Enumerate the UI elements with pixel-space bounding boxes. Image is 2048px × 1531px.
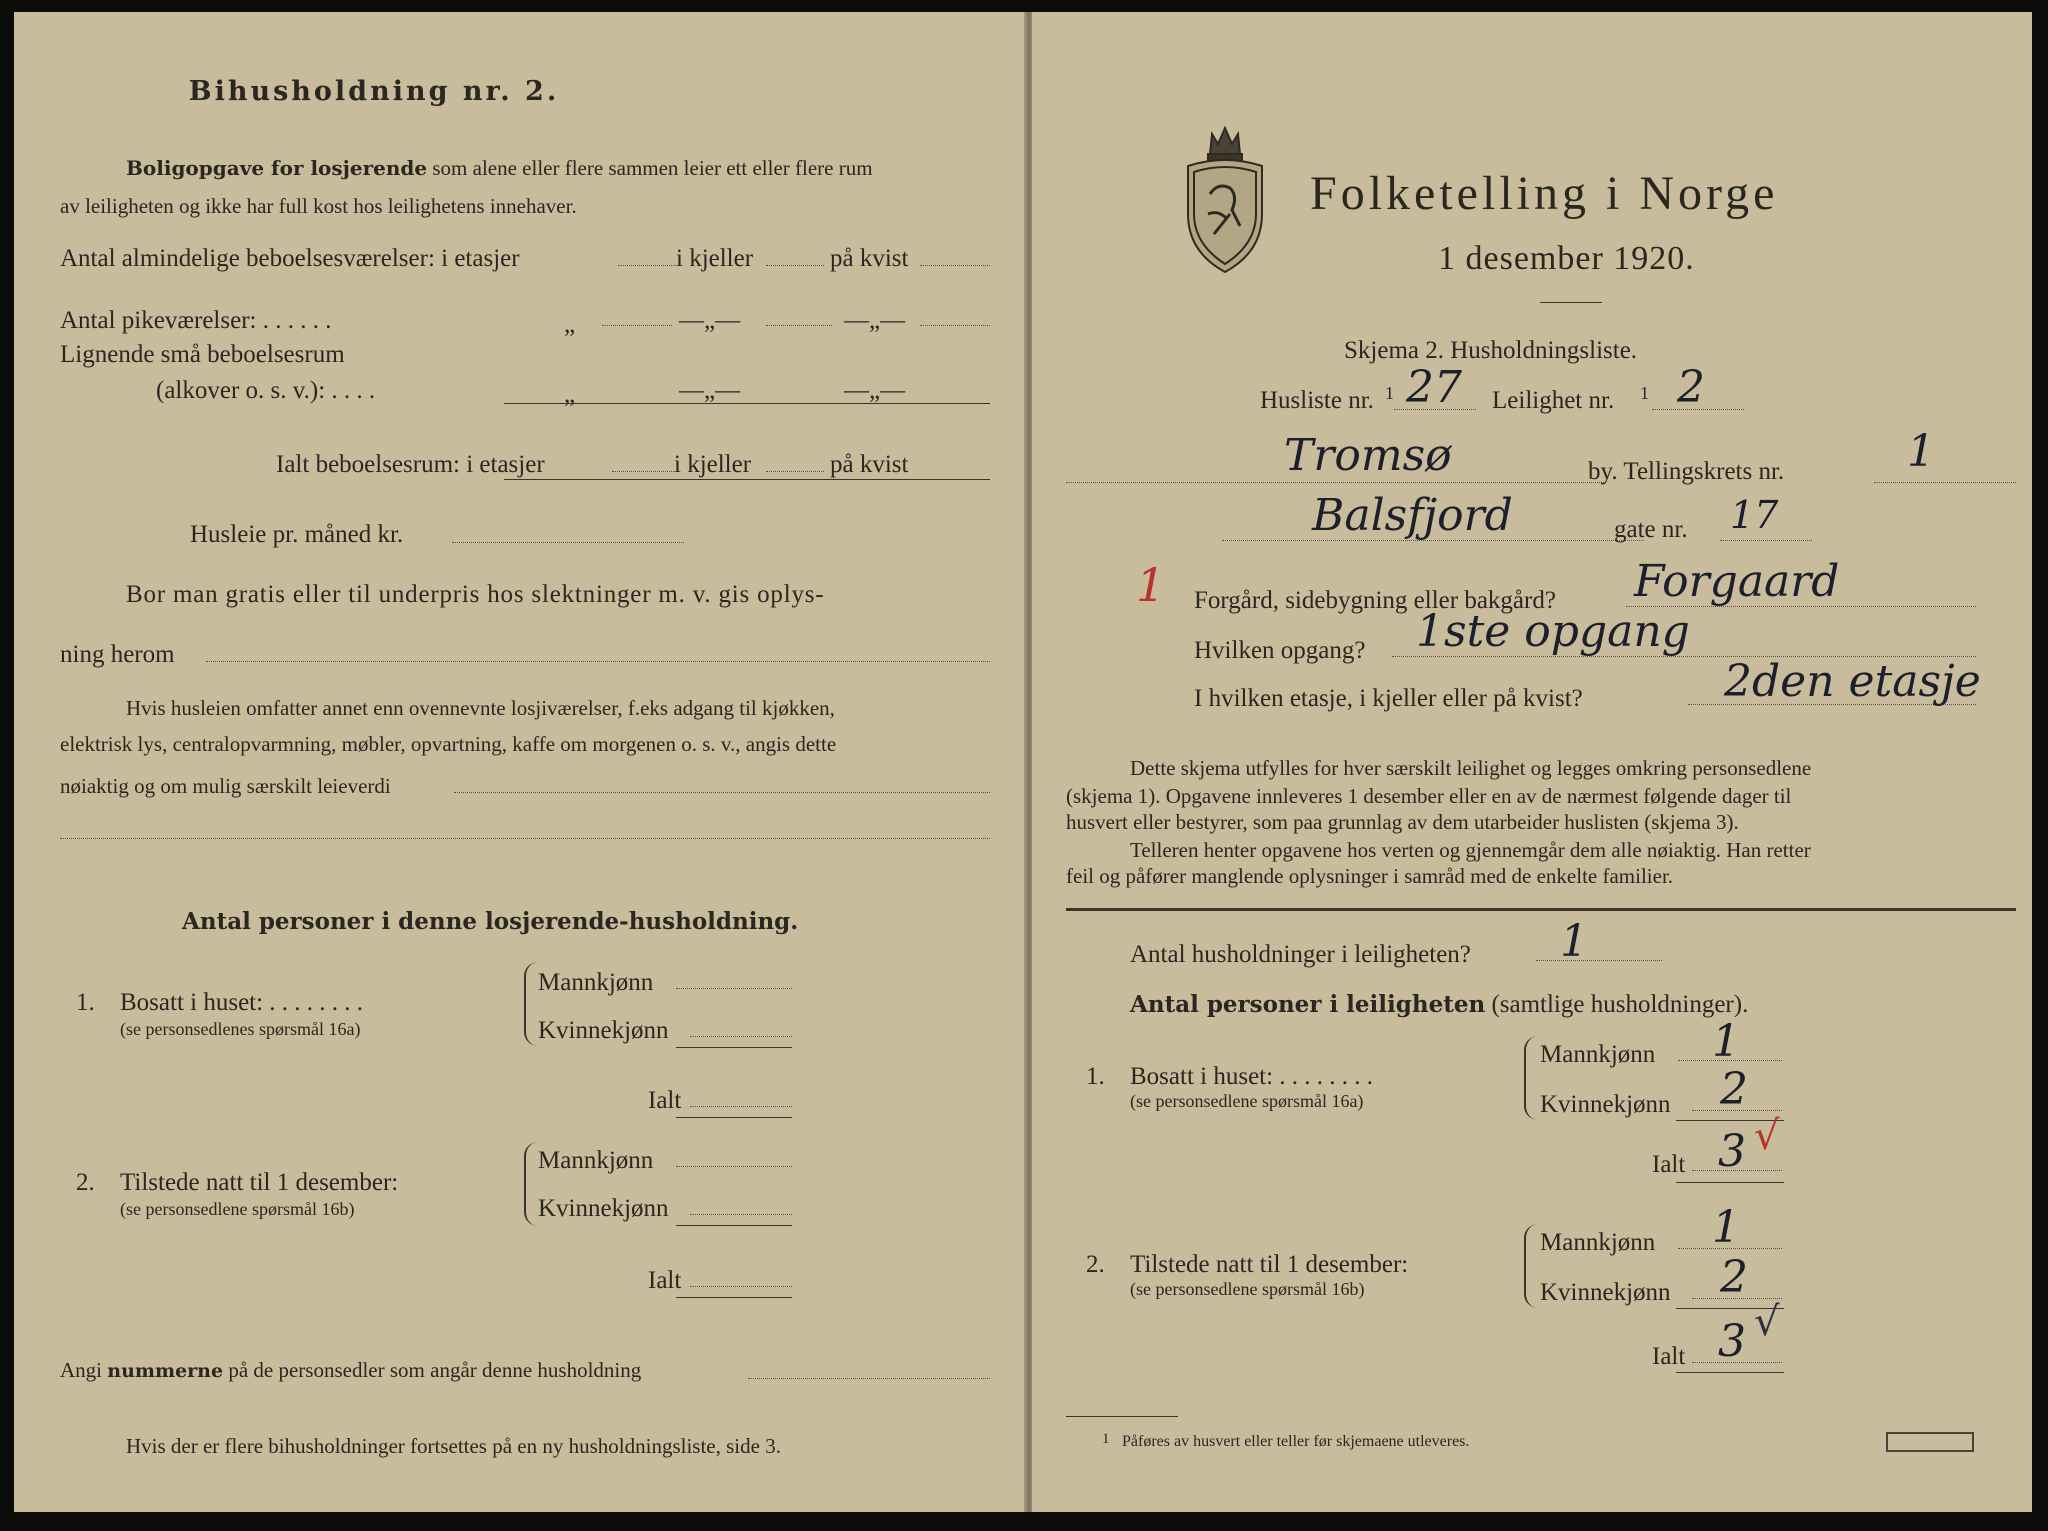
- gate-value: 17: [1730, 493, 1779, 537]
- gratis-line-1: Bor man gratis eller til underpris hos slektninger m. v. gis oplys-: [126, 581, 825, 608]
- right-q2-kvinne-label: Kvinnekjønn: [1540, 1279, 1671, 1306]
- right-persons-header: [1130, 992, 1748, 1017]
- left-q1-ialt-label: Ialt: [648, 1087, 682, 1114]
- ditto-dash-1: —„—: [679, 307, 741, 334]
- right-q1-check-red: √: [1754, 1113, 1780, 1159]
- left-q2-sum-rule: [676, 1225, 792, 1226]
- krets-value: 1: [1907, 426, 1935, 477]
- right-title: Folketelling i Norge: [1310, 167, 1779, 220]
- left-q2-ialt-rule: [676, 1297, 792, 1298]
- rooms-kjeller-line[interactable]: [766, 265, 824, 266]
- right-persons-bold: Antal personer i leiligheten: [1130, 991, 1486, 1018]
- ditto-dash-4: —„—: [844, 377, 906, 404]
- left-q2-ialt-line[interactable]: [690, 1286, 792, 1287]
- left-q1-kvinne-line[interactable]: [690, 1036, 792, 1037]
- left-q1-number: 1.: [76, 989, 95, 1016]
- small-rooms-label-1: Lignende små beboelsesrum: [60, 341, 345, 368]
- angi-line: [60, 1360, 641, 1381]
- ialt-kjeller-line[interactable]: [766, 471, 824, 472]
- hushold-value: 1: [1560, 916, 1588, 967]
- instruction-4: Telleren henter opgavene hos verten og gjennemgår dem alle nøiaktig. Han retter: [1130, 838, 1811, 862]
- right-q1-sub: (se personsedlene spørsmål 16a): [1130, 1091, 1364, 1111]
- margin-red-mark: 1: [1136, 558, 1166, 612]
- hushold-label: Antal husholdninger i leiligheten?: [1130, 941, 1471, 968]
- right-q2-sub: (se personsedlene spørsmål 16b): [1130, 1279, 1365, 1299]
- printer-stamp-icon: [1886, 1432, 1974, 1452]
- husliste-value: 27: [1406, 362, 1462, 413]
- left-q2-mann-label: Mannkjønn: [538, 1147, 654, 1174]
- footnote-text: Påføres av husvert eller teller før skjemaene utleveres.: [1122, 1433, 1470, 1450]
- etasje-label: I hvilken etasje, i kjeller eller på kvist?: [1194, 685, 1583, 712]
- right-q1-mann-label: Mannkjønn: [1540, 1041, 1656, 1068]
- right-q1-mann-value: 1: [1712, 1016, 1740, 1067]
- left-q1-ialt-rule: [676, 1117, 792, 1118]
- date-divider: [1540, 302, 1602, 303]
- left-q1-sum-rule: [676, 1047, 792, 1048]
- right-q1-ialt-label: Ialt: [1652, 1151, 1686, 1178]
- left-q1-kvinne-label: Kvinnekjønn: [538, 1017, 669, 1044]
- left-q2-kvinne-label: Kvinnekjønn: [538, 1195, 669, 1222]
- right-q2-mann-label: Mannkjønn: [1540, 1229, 1656, 1256]
- left-footer: Hvis der er flere bihusholdninger fortsettes på en ny husholdningsliste, side 3.: [126, 1434, 781, 1458]
- gate-label: gate nr.: [1614, 516, 1688, 543]
- right-q2-brace: [1524, 1224, 1540, 1308]
- angi-text-2: på de personsedler som angår denne husholdning: [228, 1358, 642, 1382]
- leilighet-value: 2: [1677, 362, 1705, 413]
- right-q1-kvinne-value: 2: [1720, 1064, 1748, 1115]
- left-q1-mann-label: Mannkjønn: [538, 969, 654, 996]
- left-q2-label: Tilstede natt til 1 desember:: [120, 1169, 399, 1196]
- instruction-5: feil og påfører manglende oplysninger i samråd med de enkelte familier.: [1066, 864, 1674, 888]
- pike-line-1[interactable]: [602, 325, 672, 326]
- ditto-dash-3: —„—: [679, 377, 741, 404]
- right-q2-check: √: [1754, 1299, 1780, 1345]
- pike-line-2[interactable]: [766, 325, 832, 326]
- instruction-3: husvert eller bestyrer, som paa grunnlag av dem utarbeider huslisten (skjema 3).: [1066, 810, 1739, 834]
- ditto-dash-2: —„—: [844, 307, 906, 334]
- instruction-rule: [1066, 908, 2016, 911]
- town-value: Tromsø: [1284, 430, 1452, 481]
- ialt-rule: [504, 479, 990, 480]
- pike-line-3[interactable]: [920, 325, 990, 326]
- leieverdi-line[interactable]: [454, 792, 990, 793]
- gratis-line[interactable]: [206, 661, 990, 662]
- left-q2-ialt-label: Ialt: [648, 1267, 682, 1294]
- left-q1-mann-line[interactable]: [676, 988, 792, 989]
- right-q1-brace: [1524, 1036, 1540, 1120]
- small-rooms-rule: [504, 403, 990, 404]
- left-q2-kvinne-line[interactable]: [690, 1214, 792, 1215]
- footnote-number: 1: [1102, 1431, 1110, 1447]
- husliste-footnote-mark: 1: [1385, 383, 1394, 403]
- intro-rest: som alene eller flere sammen leier ett eller flere rum: [432, 156, 873, 180]
- right-q1-kvinne-label: Kvinnekjønn: [1540, 1091, 1671, 1118]
- ialt-etasjer-line[interactable]: [612, 471, 674, 472]
- leilighet-footnote-mark: 1: [1640, 383, 1649, 403]
- rooms-kvist-label: på kvist: [830, 245, 909, 272]
- instruction-1: Dette skjema utfylles for hver særskilt leilighet og legges omkring personsedlene: [1130, 756, 1812, 780]
- left-q2-sub: (se personsedlene spørsmål 16b): [120, 1199, 355, 1219]
- right-q2-label: Tilstede natt til 1 desember:: [1130, 1251, 1409, 1278]
- rent-line[interactable]: [452, 542, 684, 543]
- angi-fill-line[interactable]: [748, 1378, 990, 1379]
- ditto-mark-1: „: [564, 311, 576, 338]
- left-q1-ialt-line[interactable]: [690, 1106, 792, 1107]
- ialt-kvist-label: på kvist: [830, 451, 909, 478]
- angi-bold: nummerne: [107, 1360, 224, 1382]
- right-q2-ialt-value: 3: [1718, 1316, 1746, 1367]
- small-rooms-label-2: (alkover o. s. v.): . . . .: [156, 377, 376, 404]
- instruction-2: (skjema 1). Opgavene innleveres 1 desember eller en av de nærmest følgende dager til: [1066, 784, 1792, 808]
- right-q1-number: 1.: [1086, 1063, 1105, 1090]
- left-q2-mann-line[interactable]: [676, 1166, 792, 1167]
- pike-label: Antal pikeværelser: . . . . . .: [60, 307, 332, 334]
- hushold-line[interactable]: [1536, 960, 1662, 961]
- right-q2-ialt-label: Ialt: [1652, 1343, 1686, 1370]
- angi-text-1: Angi: [60, 1358, 102, 1382]
- small-text-1: Hvis husleien omfatter annet enn ovennevnte losjiværelser, f.eks adgang til kjøkken,: [126, 696, 835, 720]
- intro-bold: Boligopgave for losjerende: [126, 156, 428, 180]
- gate-nr-line[interactable]: [1720, 540, 1812, 541]
- forgaard-label: Forgård, sidebygning eller bakgård?: [1194, 587, 1556, 614]
- gratis-line-2: ning herom: [60, 641, 175, 668]
- footnote-rule: [1066, 1416, 1178, 1417]
- intro-line-1: [126, 158, 873, 179]
- rooms-kvist-line[interactable]: [920, 265, 990, 266]
- left-persons-header: Antal personer i denne losjerende-husholdning.: [182, 908, 799, 935]
- ialt-kjeller-label: i kjeller: [674, 451, 752, 478]
- ialt-rooms-label: Ialt beboelsesrum: i etasjer: [276, 451, 545, 478]
- opgang-value: 1ste opgang: [1416, 606, 1690, 657]
- left-q1-label: Bosatt i huset: . . . . . . . .: [120, 989, 364, 1016]
- small-text-3: nøiaktig og om mulig særskilt leieverdi: [60, 774, 391, 798]
- town-line[interactable]: [1066, 482, 1606, 483]
- right-persons-rest: (samtlige husholdninger).: [1491, 991, 1749, 1018]
- leieverdi-line-2[interactable]: [60, 838, 990, 839]
- left-q2-number: 2.: [76, 1169, 95, 1196]
- opgang-label: Hvilken opgang?: [1194, 637, 1366, 664]
- rooms-kjeller-label: i kjeller: [676, 245, 754, 272]
- intro-line-2: av leiligheten og ikke har full kost hos leilighetens innehaver.: [60, 194, 577, 218]
- etasje-value: 2den etasje: [1724, 656, 1981, 707]
- right-page-husholdningsliste: [1032, 12, 2032, 1512]
- right-q2-mann-value: 1: [1712, 1202, 1740, 1253]
- krets-line[interactable]: [1874, 482, 2016, 483]
- rent-label: Husleie pr. måned kr.: [190, 521, 404, 548]
- rooms-label: Antal almindelige beboelsesværelser: i etasjer: [60, 245, 520, 272]
- street-value: Balsfjord: [1312, 490, 1513, 541]
- right-date: 1 desember 1920.: [1438, 240, 1695, 277]
- forgaard-value: Forgaard: [1634, 556, 1840, 607]
- left-title: Bihusholdning nr. 2.: [188, 76, 560, 107]
- ditto-mark-2: „: [564, 381, 576, 408]
- right-q1-ialt-rule: [1676, 1182, 1784, 1183]
- right-q2-number: 2.: [1086, 1251, 1105, 1278]
- small-text-2: elektrisk lys, centralopvarmning, møbler, opvartning, kaffe om morgenen o. s. v., angis dette: [60, 732, 837, 756]
- left-q1-sub: (se personsedlenes spørsmål 16a): [120, 1019, 361, 1039]
- right-q1-label: Bosatt i huset: . . . . . . . .: [1130, 1063, 1374, 1090]
- skjema-label: Skjema 2. Husholdningsliste.: [1344, 337, 1638, 364]
- right-q1-ialt-value: 3: [1718, 1126, 1746, 1177]
- by-krets-label: by. Tellingskrets nr.: [1588, 458, 1785, 485]
- right-q2-kvinne-value: 2: [1720, 1252, 1748, 1303]
- right-q2-ialt-rule: [1676, 1372, 1784, 1373]
- leilighet-label: Leilighet nr.: [1492, 387, 1615, 414]
- husliste-label: Husliste nr.: [1260, 387, 1374, 414]
- left-page-bihusholdning: [14, 12, 1026, 1512]
- coat-of-arms-icon: [1182, 114, 1268, 274]
- rooms-etasjer-line[interactable]: [618, 265, 676, 266]
